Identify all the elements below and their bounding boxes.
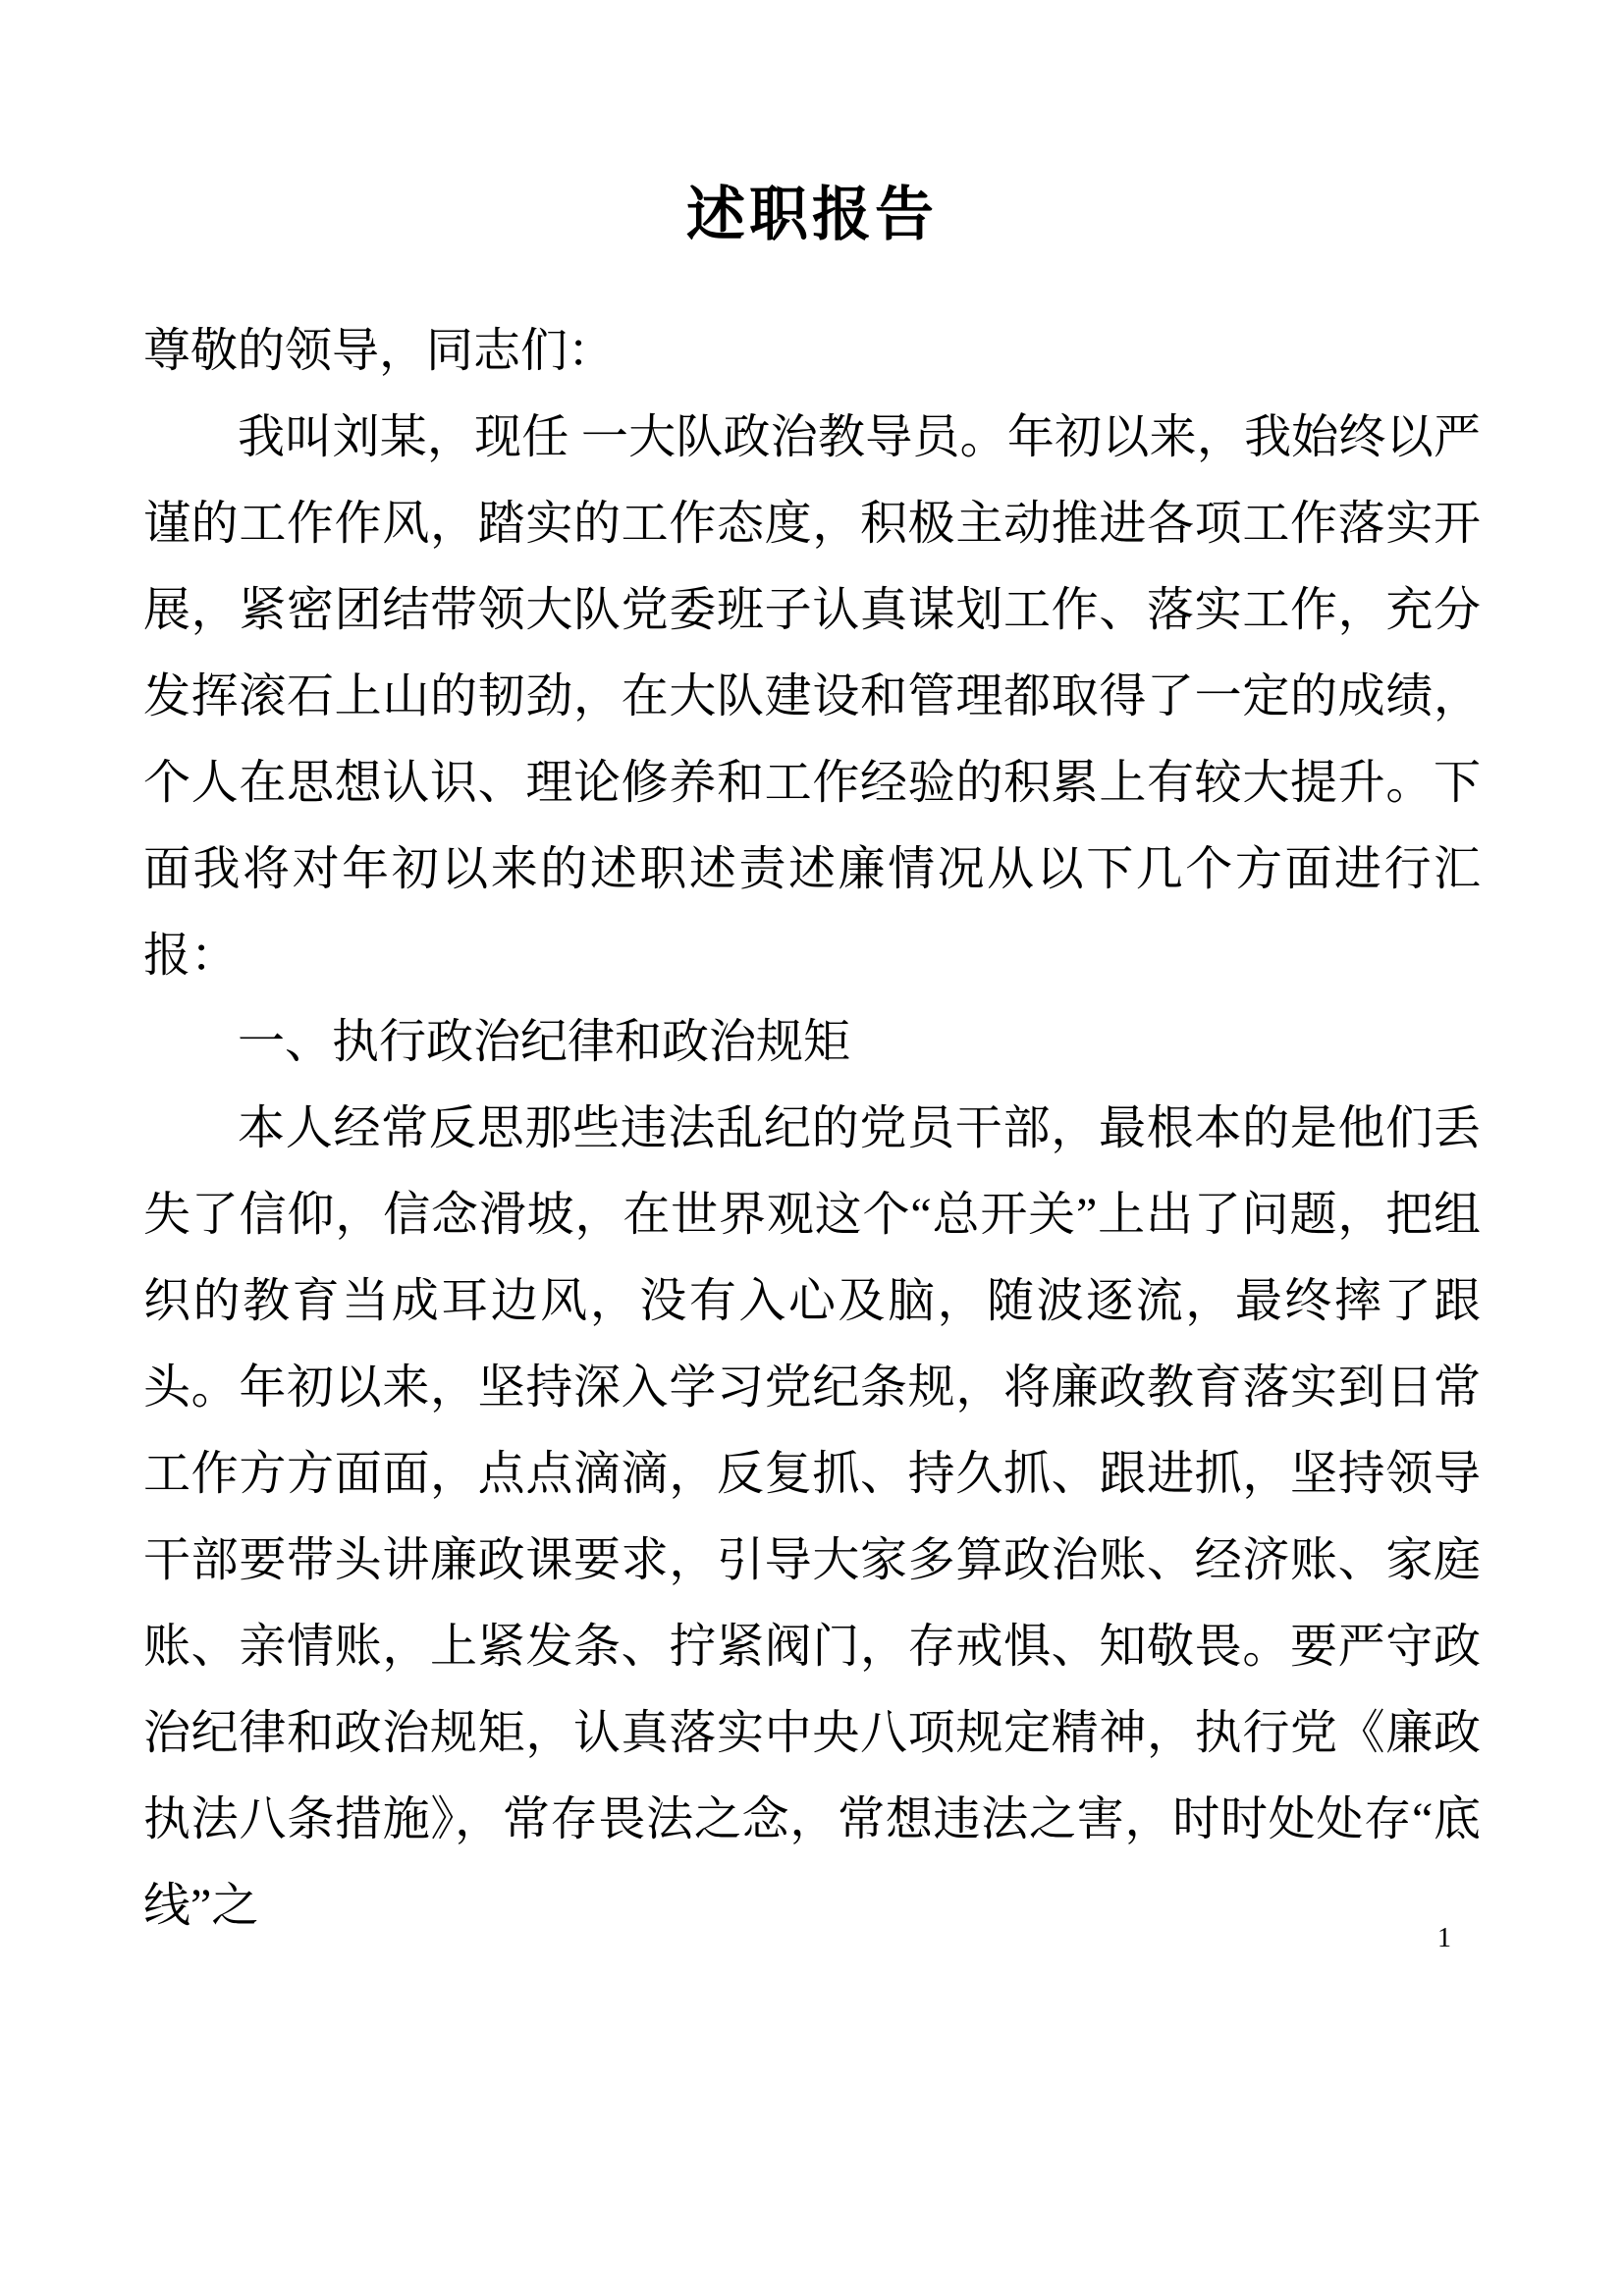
section-heading-1: 一、执行政治纪律和政治规矩 — [238, 1016, 851, 1068]
page-number: 1 — [1437, 1923, 1451, 1953]
document-title: 述职报告 — [686, 182, 938, 247]
intro-paragraph: 我叫刘某，现任 一大队政治教导员。年初以来，我始终以严谨的工作作风，踏实的工作态度，积极主动推进各项工作落实开展，紧密团结带领大队党委班子认真谋划工作、落实工作，充分发挥滚石上山的韧劲，在大队建设和管理都取得了一定的成绩，个人在思想认识、理论修养和工作经验的积累上有较大提升。下面我将对年初以来的述职述责述廉情况从以下几个方面进行汇报： — [143, 411, 1481, 982]
body-paragraph-1: 本人经常反思那些违法乱纪的党员干部，最根本的是他们丢失了信仰，信念滑坡，在世界观这个“总开关”上出了问题，把组织的教育当成耳边风，没有入心及脑，随波逐流，最终摔了跟头。年初以来，坚持深入学习党纪条规，将廉政教育落实到日常工作方方面面，点点滴滴，反复抓、持久抓、跟进抓，坚持领导干部要带头讲廉政课要求，引导大家多算政治账、经济账、家庭账、亲情账，上紧发条、拧紧阀门，存戒惧、知敬畏。要严守政治纪律和政治规矩，认真落实中央八项规定精神，执行党《廉政执法八条措施》，常存畏法之念，常想违法之害，时时处处存“底线”之 — [143, 1102, 1481, 1932]
salutation-line: 尊敬的领导，同志们： — [143, 325, 616, 377]
